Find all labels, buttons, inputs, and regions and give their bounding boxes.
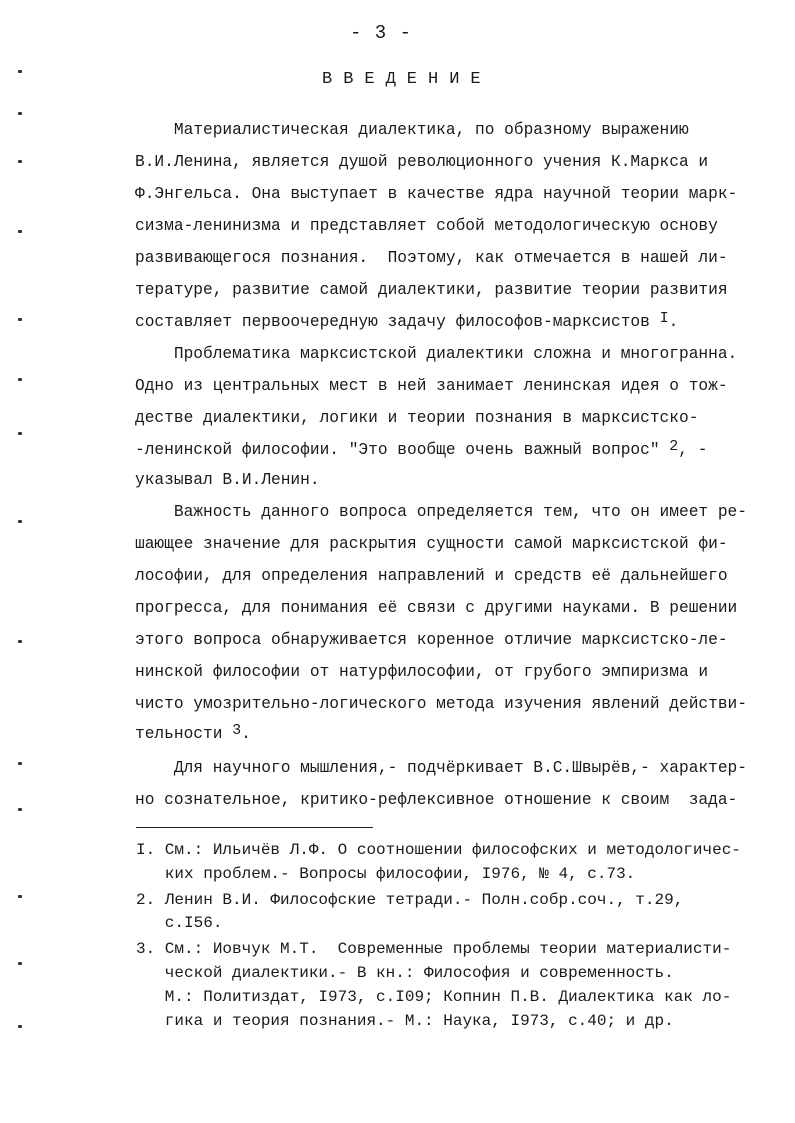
body-line: но сознательное, критико-рефлексивное отношение к своим зада-: [135, 791, 738, 809]
footnote-ref: 3: [232, 722, 242, 739]
margin-mark: [18, 1025, 22, 1028]
footnote-line: М.: Политиздат, I973, с.I09; Копнин П.В. Диалектика как ло-: [136, 988, 732, 1006]
body-line: этого вопроса обнаруживается коренное отличие марксистско-ле-: [135, 631, 728, 649]
body-line: развивающегося познания. Поэтому, как отмечается в нашей ли-: [135, 249, 728, 267]
footnote-line: 3. См.: Иовчук М.Т. Современные проблемы теории материалисти-: [136, 940, 732, 958]
margin-mark: [18, 432, 22, 435]
body-line: Проблематика марксистской диалектики сложна и многогранна.: [135, 345, 738, 363]
margin-mark: [18, 808, 22, 811]
margin-mark: [18, 962, 22, 965]
footnote-ref: I: [659, 310, 669, 327]
body-line: Материалистическая диалектика, по образному выражению: [135, 121, 689, 139]
margin-mark: [18, 230, 22, 233]
footnote-line: I. См.: Ильичёв Л.Ф. О соотношении философских и методологичес-: [136, 841, 741, 859]
margin-mark: [18, 318, 22, 321]
body-line: тературе, развитие самой диалектики, развитие теории развития: [135, 281, 728, 299]
body-line: Важность данного вопроса определяется тем, что он имеет ре-: [135, 503, 747, 521]
page-title: ВВЕДЕНИЕ: [322, 70, 492, 89]
body-line: Ф.Энгельса. Она выступает в качестве ядра научной теории марк-: [135, 185, 738, 203]
margin-mark: [18, 895, 22, 898]
body-line: [135, 440, 707, 461]
body-line: сизма-ленинизма и представляет собой методологическую основу: [135, 217, 718, 235]
body-line-text: составляет первоочередную задачу философов-марксистов: [135, 313, 650, 331]
body-line: лософии, для определения направлений и средств её дальнейшего: [135, 567, 728, 585]
body-line: указывал В.И.Ленин.: [135, 471, 320, 489]
margin-mark: [18, 112, 22, 115]
body-line-text: , -: [678, 441, 708, 459]
margin-mark: [18, 762, 22, 765]
footnote-line: гика и теория познания.- М.: Наука, I973, с.40; и др.: [136, 1012, 674, 1030]
footnote-line: с.I56.: [136, 914, 223, 932]
footnote-separator: [136, 827, 373, 828]
footnote-ref: 2: [669, 438, 679, 455]
margin-mark: [18, 520, 22, 523]
body-line-text: тельности: [135, 725, 223, 743]
margin-mark: [18, 378, 22, 381]
margin-mark: [18, 160, 22, 163]
body-line: прогресса, для понимания её связи с другими науками. В решении: [135, 599, 738, 617]
body-line: В.И.Ленина, является душой революционного учения К.Маркса и: [135, 153, 709, 171]
body-line: дестве диалектики, логики и теории познания в марксистско-: [135, 409, 699, 427]
body-line: Одно из центральных мест в ней занимает ленинская идея о тож-: [135, 377, 728, 395]
footnote-line: 2. Ленин В.И. Философские тетради.- Полн.собр.соч., т.29,: [136, 891, 684, 909]
margin-mark: [18, 70, 22, 73]
body-line: составляет первоочередную задачу философов-марксистов $^I$.: [135, 310, 679, 331]
body-line: шающее значение для раскрытия сущности самой марксистской фи-: [135, 535, 728, 553]
body-line: нинской философии от натурфилософии, от грубого эмпиризма и: [135, 663, 709, 681]
body-line: чисто умозрительно-логического метода изучения явлений действи-: [135, 695, 747, 713]
footnote-line: ческой диалектики.- В кн.: Философия и современность.: [136, 964, 674, 982]
page-number: - 3 -: [350, 22, 413, 44]
body-line: Для научного мышления,- подчёркивает В.С.Швырёв,- характер-: [135, 759, 747, 777]
body-line-text: -ленинской философии. "Это вообще очень важный вопрос": [135, 441, 660, 459]
footnote-line: ких проблем.- Вопросы философии, I976, № 4, с.73.: [136, 865, 636, 883]
margin-mark: [18, 640, 22, 643]
body-line: тельности $^3$.: [135, 722, 251, 743]
